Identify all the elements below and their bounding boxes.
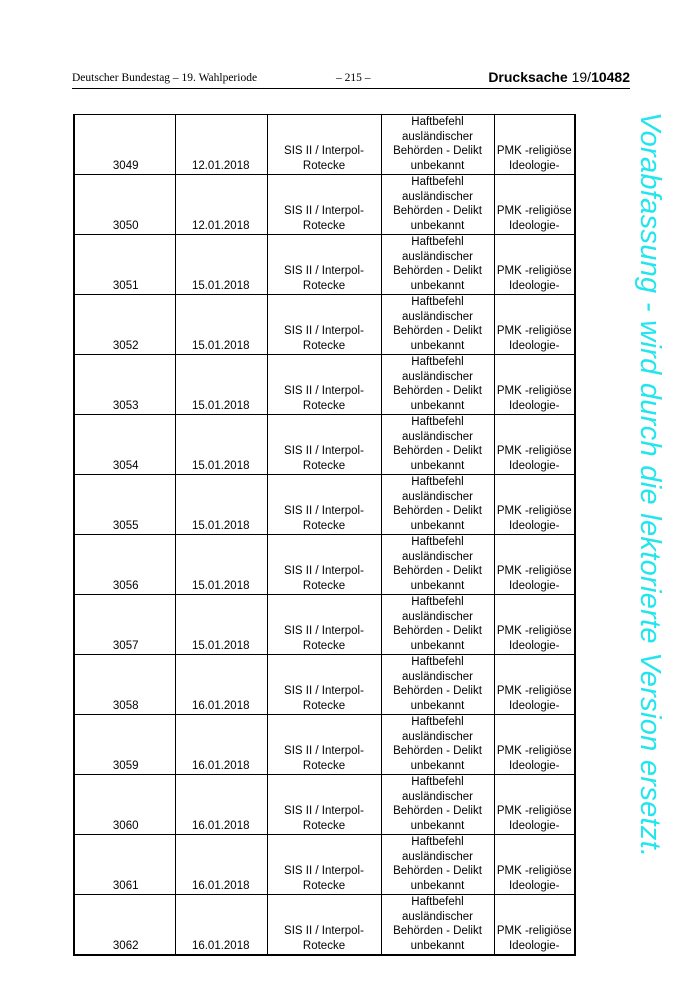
source-line: Rotecke bbox=[302, 639, 346, 652]
category-line: PMK -religiöse bbox=[496, 625, 572, 637]
source-line: SIS II / Interpol- bbox=[284, 205, 364, 217]
type-line: Behörden - Delikt bbox=[393, 625, 482, 637]
doc-number: 10482 bbox=[591, 69, 630, 85]
type-line: Behörden - Delikt bbox=[393, 205, 482, 217]
type-line: unbekannt bbox=[410, 579, 465, 592]
type-line: unbekannt bbox=[410, 759, 465, 772]
row-date: 15.01.2018 bbox=[175, 475, 267, 535]
type-line: unbekannt bbox=[410, 819, 465, 832]
type-line: Haftbefehl bbox=[411, 836, 464, 848]
document-reference bbox=[488, 69, 630, 85]
category-line: PMK -religiöse bbox=[496, 325, 572, 337]
category-line: PMK -religiöse bbox=[496, 505, 572, 517]
row-number: 3058 bbox=[74, 655, 175, 715]
row-warrant-type bbox=[381, 415, 494, 475]
row-category bbox=[494, 235, 575, 295]
row-number: 3060 bbox=[74, 775, 175, 835]
category-line: PMK -religiöse bbox=[496, 925, 572, 937]
type-line: Behörden - Delikt bbox=[393, 925, 482, 937]
row-source bbox=[267, 115, 381, 175]
category-line: PMK -religiöse bbox=[496, 865, 572, 877]
table-row bbox=[74, 475, 575, 535]
row-number: 3054 bbox=[74, 415, 175, 475]
row-date: 12.01.2018 bbox=[175, 115, 267, 175]
type-line: unbekannt bbox=[410, 279, 465, 292]
category-line: PMK -religiöse bbox=[496, 205, 572, 217]
category-line: PMK -religiöse bbox=[496, 745, 572, 757]
type-line: unbekannt bbox=[410, 459, 465, 472]
category-line: PMK -religiöse bbox=[496, 565, 572, 577]
source-line: SIS II / Interpol- bbox=[284, 445, 364, 457]
row-source bbox=[267, 475, 381, 535]
source-line: SIS II / Interpol- bbox=[284, 625, 364, 637]
row-date: 15.01.2018 bbox=[175, 235, 267, 295]
source-line: SIS II / Interpol- bbox=[284, 745, 364, 757]
type-line: ausländischer bbox=[402, 430, 473, 443]
type-line: Haftbefehl bbox=[411, 296, 464, 308]
page-number: – 215 – bbox=[336, 72, 371, 84]
type-line: ausländischer bbox=[402, 610, 473, 623]
row-source bbox=[267, 715, 381, 775]
type-line: Haftbefehl bbox=[411, 716, 464, 728]
type-line: ausländischer bbox=[402, 730, 473, 743]
type-line: unbekannt bbox=[410, 879, 465, 892]
row-warrant-type bbox=[381, 475, 494, 535]
source-line: Rotecke bbox=[302, 459, 346, 472]
type-line: Haftbefehl bbox=[411, 776, 464, 788]
row-warrant-type bbox=[381, 775, 494, 835]
type-line: ausländischer bbox=[402, 670, 473, 683]
row-number: 3056 bbox=[74, 535, 175, 595]
row-number: 3059 bbox=[74, 715, 175, 775]
row-source bbox=[267, 595, 381, 655]
row-category bbox=[494, 175, 575, 235]
type-line: unbekannt bbox=[410, 699, 465, 712]
type-line: Haftbefehl bbox=[411, 896, 464, 908]
row-warrant-type bbox=[381, 115, 494, 175]
type-line: Haftbefehl bbox=[411, 596, 464, 608]
category-line: PMK -religiöse bbox=[496, 385, 572, 397]
type-line: Behörden - Delikt bbox=[393, 805, 482, 817]
category-line: Ideologie- bbox=[508, 579, 560, 592]
source-line: Rotecke bbox=[302, 699, 346, 712]
row-date: 15.01.2018 bbox=[175, 415, 267, 475]
row-category bbox=[494, 475, 575, 535]
type-line: Behörden - Delikt bbox=[393, 685, 482, 697]
row-source bbox=[267, 295, 381, 355]
row-warrant-type bbox=[381, 715, 494, 775]
source-line: Rotecke bbox=[302, 219, 346, 232]
row-category bbox=[494, 415, 575, 475]
source-line: SIS II / Interpol- bbox=[284, 385, 364, 397]
source-line: SIS II / Interpol- bbox=[284, 325, 364, 337]
table-row bbox=[74, 535, 575, 595]
type-line: Behörden - Delikt bbox=[393, 145, 482, 157]
type-line: Haftbefehl bbox=[411, 176, 464, 188]
row-category bbox=[494, 775, 575, 835]
table-row bbox=[74, 835, 575, 895]
row-category bbox=[494, 655, 575, 715]
row-category bbox=[494, 835, 575, 895]
source-line: Rotecke bbox=[302, 159, 346, 172]
category-line: Ideologie- bbox=[508, 699, 560, 712]
row-warrant-type bbox=[381, 355, 494, 415]
row-warrant-type bbox=[381, 895, 494, 956]
category-line: Ideologie- bbox=[508, 459, 560, 472]
row-warrant-type bbox=[381, 235, 494, 295]
row-source bbox=[267, 235, 381, 295]
row-warrant-type bbox=[381, 175, 494, 235]
source-line: Rotecke bbox=[302, 519, 346, 532]
type-line: ausländischer bbox=[402, 550, 473, 563]
source-line: Rotecke bbox=[302, 339, 346, 352]
table-row bbox=[74, 895, 575, 956]
source-line: Rotecke bbox=[302, 579, 346, 592]
type-line: unbekannt bbox=[410, 519, 465, 532]
row-source bbox=[267, 175, 381, 235]
type-line: Behörden - Delikt bbox=[393, 325, 482, 337]
row-source bbox=[267, 415, 381, 475]
data-table bbox=[73, 114, 576, 956]
table-row bbox=[74, 595, 575, 655]
table-body bbox=[74, 115, 575, 956]
row-source bbox=[267, 355, 381, 415]
row-warrant-type bbox=[381, 595, 494, 655]
row-date: 16.01.2018 bbox=[175, 895, 267, 956]
row-warrant-type bbox=[381, 295, 494, 355]
row-date: 16.01.2018 bbox=[175, 715, 267, 775]
table-row bbox=[74, 415, 575, 475]
row-source bbox=[267, 535, 381, 595]
source-line: Rotecke bbox=[302, 819, 346, 832]
row-category bbox=[494, 715, 575, 775]
category-line: Ideologie- bbox=[508, 159, 560, 172]
type-line: Behörden - Delikt bbox=[393, 865, 482, 877]
row-source bbox=[267, 775, 381, 835]
type-line: Haftbefehl bbox=[411, 476, 464, 488]
category-line: PMK -religiöse bbox=[496, 145, 572, 157]
source-line: SIS II / Interpol- bbox=[284, 145, 364, 157]
type-line: unbekannt bbox=[410, 639, 465, 652]
source-line: SIS II / Interpol- bbox=[284, 805, 364, 817]
row-date: 16.01.2018 bbox=[175, 835, 267, 895]
source-line: SIS II / Interpol- bbox=[284, 565, 364, 577]
row-number: 3055 bbox=[74, 475, 175, 535]
type-line: unbekannt bbox=[410, 219, 465, 232]
table-row bbox=[74, 295, 575, 355]
type-line: unbekannt bbox=[410, 159, 465, 172]
row-date: 12.01.2018 bbox=[175, 175, 267, 235]
row-date: 15.01.2018 bbox=[175, 535, 267, 595]
row-number: 3062 bbox=[74, 895, 175, 956]
source-line: SIS II / Interpol- bbox=[284, 265, 364, 277]
row-warrant-type bbox=[381, 835, 494, 895]
category-line: PMK -religiöse bbox=[496, 805, 572, 817]
type-line: ausländischer bbox=[402, 850, 473, 863]
row-date: 16.01.2018 bbox=[175, 775, 267, 835]
source-line: SIS II / Interpol- bbox=[284, 925, 364, 937]
source-line: Rotecke bbox=[302, 279, 346, 292]
row-number: 3051 bbox=[74, 235, 175, 295]
source-line: SIS II / Interpol- bbox=[284, 865, 364, 877]
category-line: PMK -religiöse bbox=[496, 445, 572, 457]
row-source bbox=[267, 895, 381, 956]
source-line: SIS II / Interpol- bbox=[284, 505, 364, 517]
category-line: Ideologie- bbox=[508, 939, 560, 952]
type-line: unbekannt bbox=[410, 339, 465, 352]
row-category bbox=[494, 535, 575, 595]
row-date: 15.01.2018 bbox=[175, 295, 267, 355]
row-category bbox=[494, 115, 575, 175]
source-line: SIS II / Interpol- bbox=[284, 685, 364, 697]
row-date: 15.01.2018 bbox=[175, 595, 267, 655]
row-date: 16.01.2018 bbox=[175, 655, 267, 715]
header-parliament-period: Deutscher Bundestag – 19. Wahlperiode bbox=[72, 72, 258, 84]
table-row bbox=[74, 115, 575, 175]
type-line: Behörden - Delikt bbox=[393, 565, 482, 577]
category-line: Ideologie- bbox=[508, 339, 560, 352]
type-line: Behörden - Delikt bbox=[393, 505, 482, 517]
type-line: Haftbefehl bbox=[411, 536, 464, 548]
table-row bbox=[74, 775, 575, 835]
type-line: ausländischer bbox=[402, 910, 473, 923]
source-line: Rotecke bbox=[302, 879, 346, 892]
type-line: unbekannt bbox=[410, 399, 465, 412]
type-line: unbekannt bbox=[410, 939, 465, 952]
type-line: ausländischer bbox=[402, 190, 473, 203]
source-line: Rotecke bbox=[302, 939, 346, 952]
row-number: 3050 bbox=[74, 175, 175, 235]
row-category bbox=[494, 355, 575, 415]
type-line: ausländischer bbox=[402, 490, 473, 503]
type-line: Behörden - Delikt bbox=[393, 745, 482, 757]
source-line: Rotecke bbox=[302, 759, 346, 772]
row-source bbox=[267, 835, 381, 895]
type-line: Behörden - Delikt bbox=[393, 385, 482, 397]
row-number: 3053 bbox=[74, 355, 175, 415]
type-line: Haftbefehl bbox=[411, 116, 464, 128]
category-line: Ideologie- bbox=[508, 279, 560, 292]
type-line: Haftbefehl bbox=[411, 356, 464, 368]
table-row bbox=[74, 655, 575, 715]
page-header bbox=[72, 69, 630, 89]
row-number: 3052 bbox=[74, 295, 175, 355]
table-row bbox=[74, 715, 575, 775]
row-date: 15.01.2018 bbox=[175, 355, 267, 415]
type-line: ausländischer bbox=[402, 370, 473, 383]
row-category bbox=[494, 595, 575, 655]
category-line: PMK -religiöse bbox=[496, 265, 572, 277]
type-line: Behörden - Delikt bbox=[393, 265, 482, 277]
doc-label: Drucksache bbox=[488, 69, 568, 85]
draft-watermark: Vorabfassung - wird durch die lektorierte Version ersetzt. bbox=[634, 112, 666, 858]
type-line: ausländischer bbox=[402, 310, 473, 323]
type-line: ausländischer bbox=[402, 130, 473, 143]
category-line: Ideologie- bbox=[508, 759, 560, 772]
type-line: ausländischer bbox=[402, 250, 473, 263]
category-line: PMK -religiöse bbox=[496, 685, 572, 697]
category-line: Ideologie- bbox=[508, 879, 560, 892]
type-line: Haftbefehl bbox=[411, 656, 464, 668]
category-line: Ideologie- bbox=[508, 519, 560, 532]
category-line: Ideologie- bbox=[508, 219, 560, 232]
table-row bbox=[74, 175, 575, 235]
table-row bbox=[74, 355, 575, 415]
row-number: 3049 bbox=[74, 115, 175, 175]
type-line: Behörden - Delikt bbox=[393, 445, 482, 457]
category-line: Ideologie- bbox=[508, 819, 560, 832]
row-warrant-type bbox=[381, 655, 494, 715]
doc-period: 19/ bbox=[571, 69, 592, 85]
type-line: ausländischer bbox=[402, 790, 473, 803]
source-line: Rotecke bbox=[302, 399, 346, 412]
row-category bbox=[494, 295, 575, 355]
row-number: 3057 bbox=[74, 595, 175, 655]
row-source bbox=[267, 655, 381, 715]
row-category bbox=[494, 895, 575, 956]
category-line: Ideologie- bbox=[508, 639, 560, 652]
type-line: Haftbefehl bbox=[411, 236, 464, 248]
row-number: 3061 bbox=[74, 835, 175, 895]
category-line: Ideologie- bbox=[508, 399, 560, 412]
row-warrant-type bbox=[381, 535, 494, 595]
type-line: Haftbefehl bbox=[411, 416, 464, 428]
table-row bbox=[74, 235, 575, 295]
